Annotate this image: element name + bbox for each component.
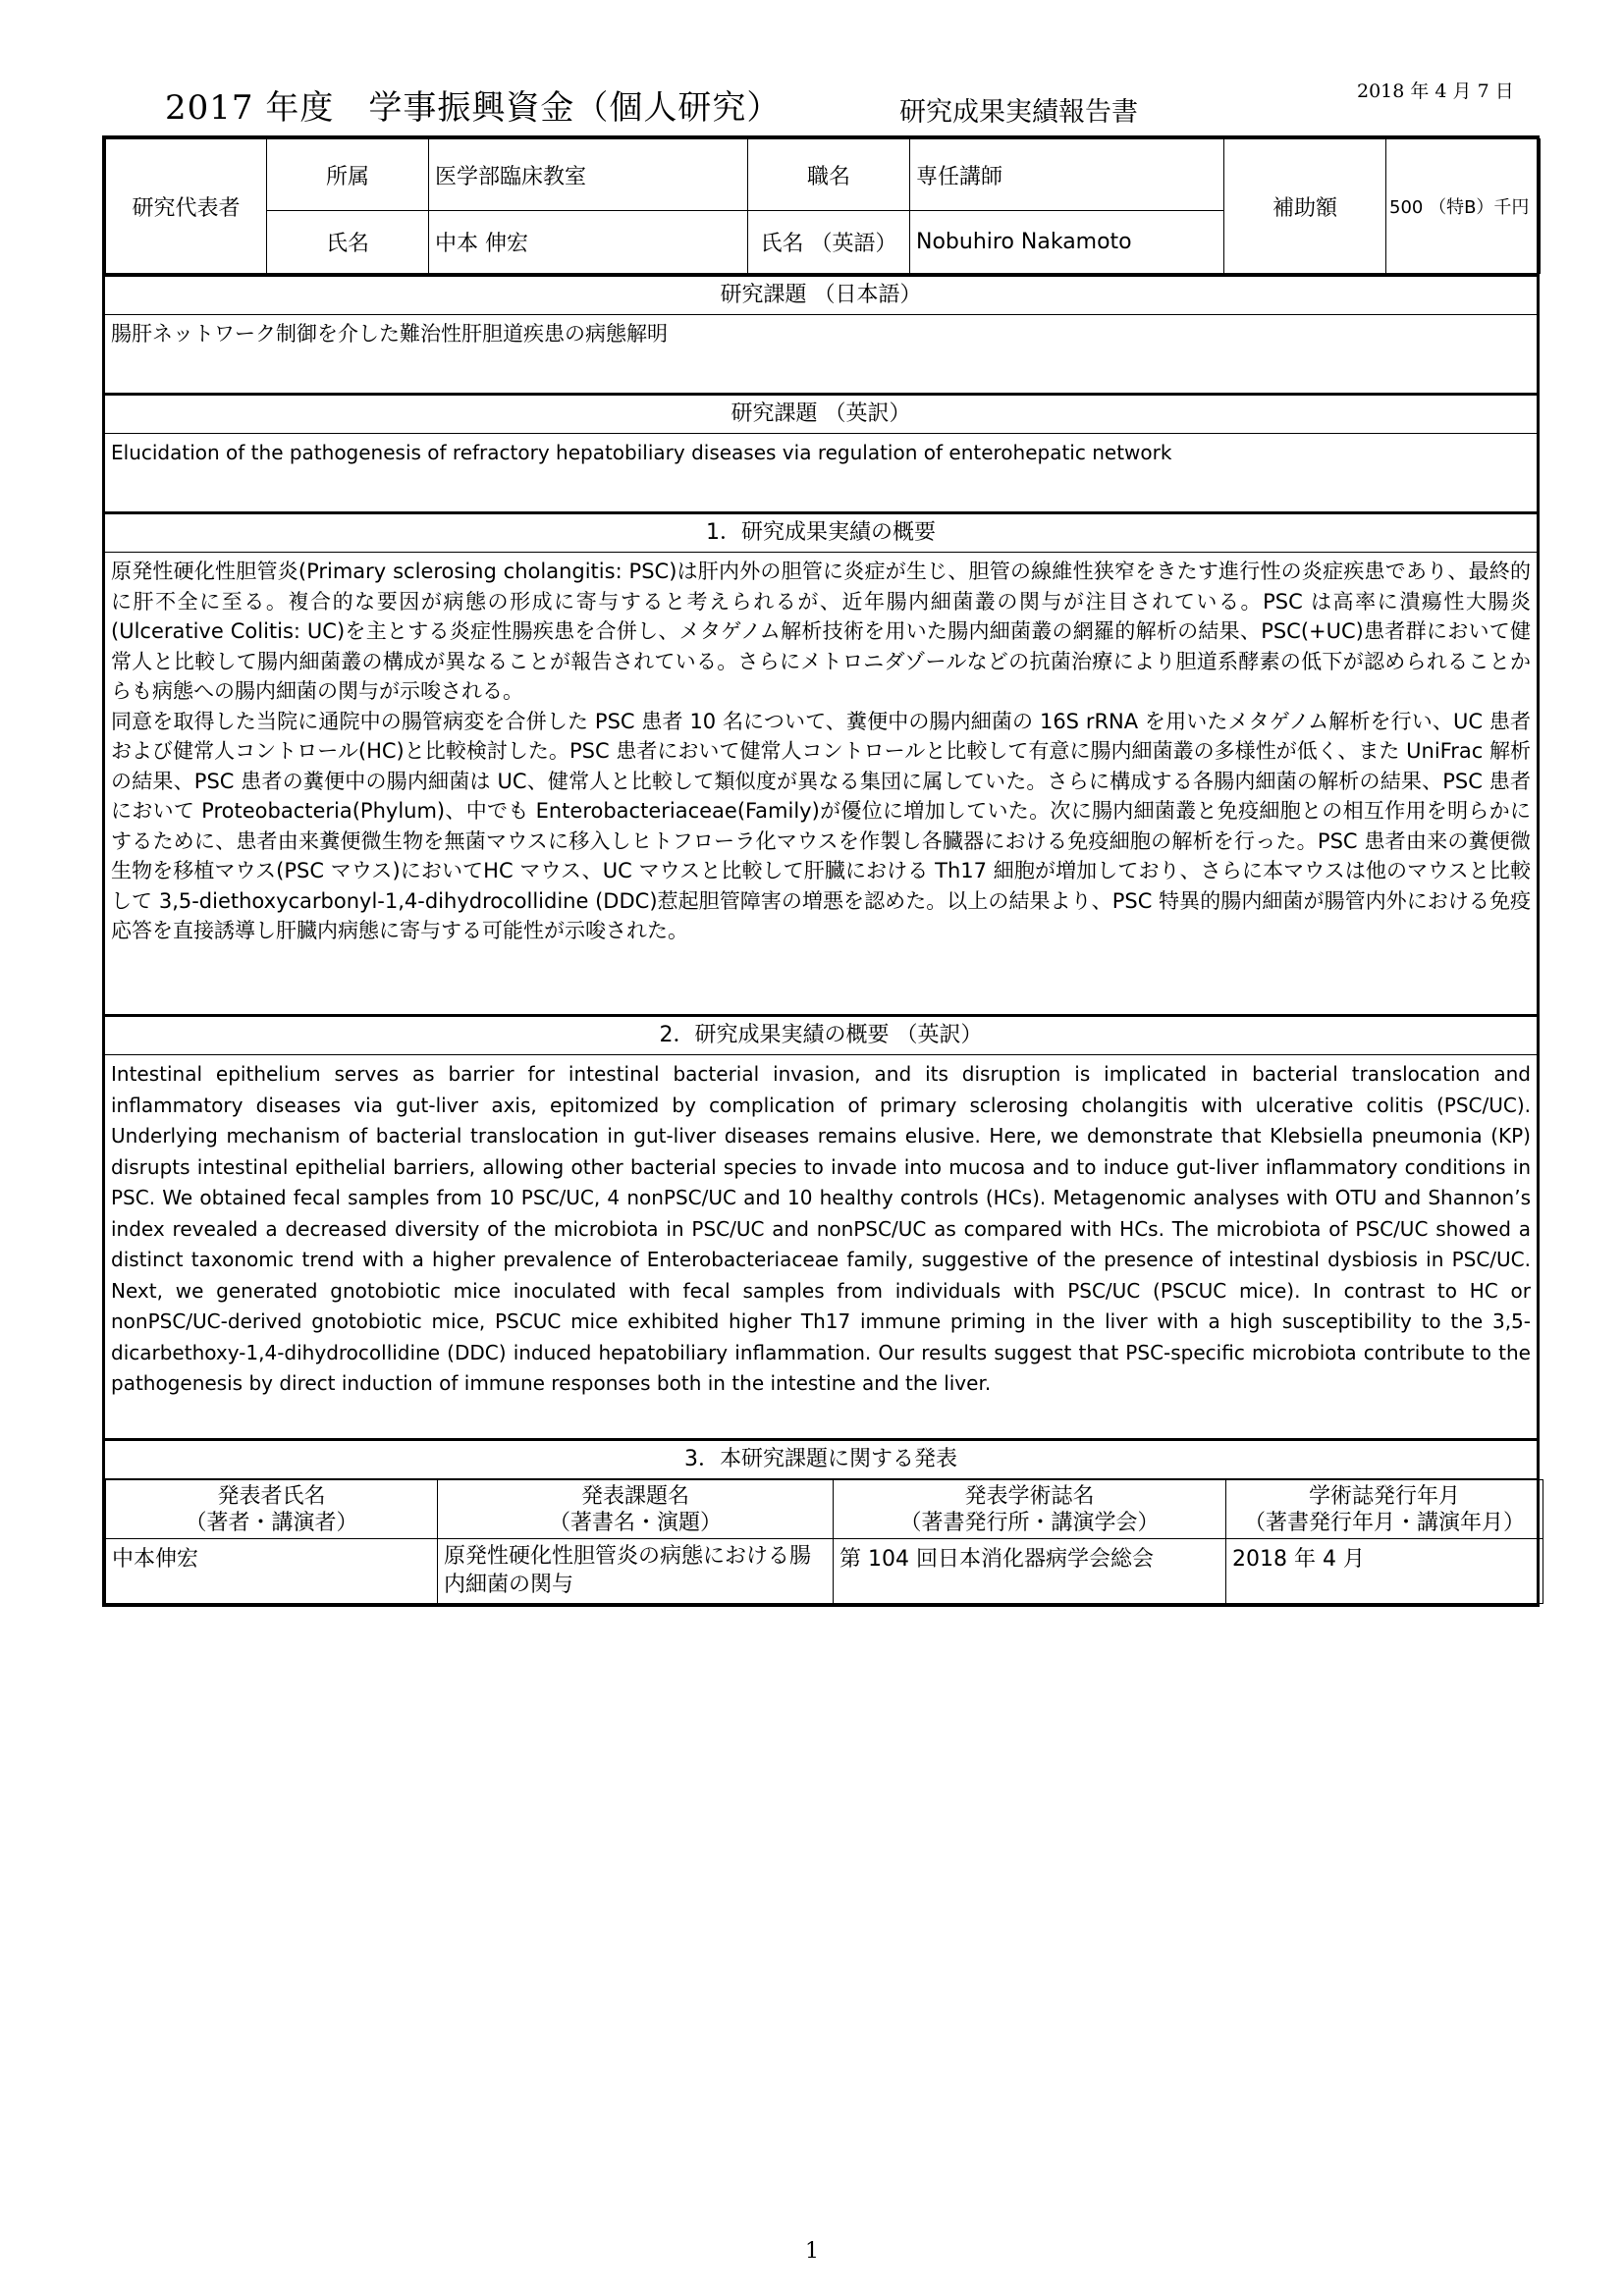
affiliation-label: 所属 (267, 139, 429, 211)
name-en-label: 氏名 （英語） (748, 211, 910, 274)
topic-jp-heading: 研究課題 （日本語） (105, 274, 1537, 315)
report-title: 2017 年度 学事振興資金（個人研究） (165, 88, 782, 128)
col-venue-header: 発表学術誌名 （著書発行所・講演学会） (834, 1480, 1226, 1539)
name-en-value: Nobuhiro Nakamoto (910, 211, 1224, 274)
grant-value: 500 （特B）千円 (1386, 139, 1541, 274)
col-date-header: 学術誌発行年月 （著書発行年月・講演年月） (1226, 1480, 1543, 1539)
position-value: 専任講師 (910, 139, 1224, 211)
report-form (102, 135, 1540, 1607)
date-cell: 2018 年 4 月 (1226, 1539, 1543, 1604)
presenter-cell: 中本伸宏 (106, 1539, 438, 1604)
summary-jp-paragraph-1: 原発性硬化性胆管炎(Primary sclerosing cholangitis: PSC)は肝内外の胆管に炎症が生じ、胆管の線維性狭窄をきたす進行性の炎症疾患であり、最終的に肝不全に至る。複合的な要因が病態の形成に寄与すると考えられるが、近年腸内細菌叢の関与が注目されている。PSC は高率に潰瘍性大腸炎(Ulcerative Colitis: UC)を主とする炎症性腸疾患を合併し、メタゲノム解析技術を用いた腸内細菌叢の網羅的解析の結果、PSC(+UC)患者群において健常人と比較して腸内細菌叢の構成が異なることが報告されている。さらにメトロニダゾールなどの抗菌治療により胆道系酵素の低下が認められることからも病態への腸内細菌の関与が示唆される。 (111, 560, 1531, 703)
affiliation-value: 医学部臨床教室 (429, 139, 748, 211)
position-label: 職名 (748, 139, 910, 211)
presentations-heading: 3．本研究課題に関する発表 (105, 1438, 1537, 1479)
col-presenter-header: 発表者氏名 （著者・講演者） (106, 1480, 438, 1539)
summary-en-text: Intestinal epithelium serves as barrier for intestinal bacterial invasion, and its disruption is implicated in bacterial translocation and inflammatory diseases via gut-liver axis, epitomized by complication of primary sclerosing cholangitis with ulcerative colitis (PSC/UC). Underlying mechanism of bacterial translocation in gut-liver diseases remains elusive. Here, we demonstrate that Klebsiella pneumonia (KP) disrupts intestinal epithelial barriers, allowing other bacterial species to invade into mucosa and to induce gut-liver inflammatory conditions in PSC. We obtained fecal samples from 10 PSC/UC, 4 nonPSC/UC and 10 healthy controls (HCs). Metagenomic analyses with OTU and Shannon’s index revealed a decreased diversity of the microbiota in PSC/UC and nonPSC/UC as compared with HCs. The microbiota of PSC/UC showed a distinct taxonomic trend with a higher prevalence of Enterobacteriaceae family, suggestive of the presence of intestinal dysbiosis in PSC/UC. Next, we generated gnotobiotic mice inoculated with fecal samples from individuals with PSC/UC (PSCUC mice). In contrast to HC or nonPSC/UC-derived gnotobiotic mice, PSCUC mice exhibited higher Th17 immune priming in the liver with a high susceptibility to the 3,5-dicarbethoxy-1,4-dihydrocollidine (DDC) induced hepatobiliary inflammation. Our results suggest that PSC-specific microbiota contribute to the pathogenesis by direct induction of immune responses both in the intestine and the liver. (111, 1062, 1531, 1395)
info-table (105, 138, 1541, 274)
topic-en-text: Elucidation of the pathogenesis of refractory hepatobiliary diseases via regulation of enterohepatic network (111, 441, 1172, 464)
title-cell: 原発性硬化性胆管炎の病態における腸内細菌の関与 (438, 1539, 834, 1604)
summary-jp-heading: 1．研究成果実績の概要 (105, 511, 1537, 553)
representative-label: 研究代表者 (106, 139, 267, 274)
report-subtitle: 研究成果実績報告書 (899, 97, 1138, 128)
venue-cell: 第 104 回日本消化器病学会総会 (834, 1539, 1226, 1604)
summary-jp-text (105, 553, 1537, 1014)
name-label: 氏名 (267, 211, 429, 274)
topic-jp-text: 腸肝ネットワーク制御を介した難治性肝胆道疾患の病態解明 (111, 322, 668, 346)
grant-label: 補助額 (1224, 139, 1386, 274)
summary-en-heading: 2．研究成果実績の概要 （英訳） (105, 1014, 1537, 1055)
table-row (106, 1539, 1543, 1604)
presentations-table (105, 1479, 1543, 1604)
name-value: 中本 伸宏 (429, 211, 748, 274)
summary-jp-paragraph-2: 同意を取得した当院に通院中の腸管病変を合併した PSC 患者 10 名について、糞便中の腸内細菌の 16S rRNA を用いたメタゲノム解析を行い、UC 患者および健常人コントロール(HC)と比較検討した。PSC 患者において健常人コントロールと比較して有意に腸内細菌叢の多様性が低く、また UniFrac 解析の結果、PSC 患者の糞便中の腸内細菌は UC、健常人と比較して類似度が異なる集団に属していた。さらに構成する各腸内細菌の解析の結果、PSC 患者において Proteobacteria(Phylum)、中でも Enterobacteriaceae(Family)が優位に増加していた。次に腸内細菌叢と免疫細胞との相互作用を明らかにするために、患者由来糞便微生物を無菌マウスに移入しヒトフローラ化マウスを作製し各臓器における免疫細胞の解析を行った。PSC 患者由来の糞便微生物を移植マウス(PSC マウス)においてHC マウス、UC マウスと比較して肝臓における Th17 細胞が増加しており、さらに本マウスは他のマウスと比較して 3,5-diethoxycarbonyl-1,4-dihydrocollidine (DDC)惹起胆管障害の増悪を認めた。以上の結果より、PSC 特異的腸内細菌が腸管内外における免疫応答を直接誘導し肝臓内病態に寄与する可能性が示唆された。 (111, 709, 1531, 942)
page-number: 1 (805, 2239, 819, 2264)
col-title-header: 発表課題名 （著書名・演題） (438, 1480, 834, 1539)
topic-en-heading: 研究課題 （英訳） (105, 393, 1537, 434)
report-date: 2018 年 4 月 7 日 (1357, 80, 1514, 102)
